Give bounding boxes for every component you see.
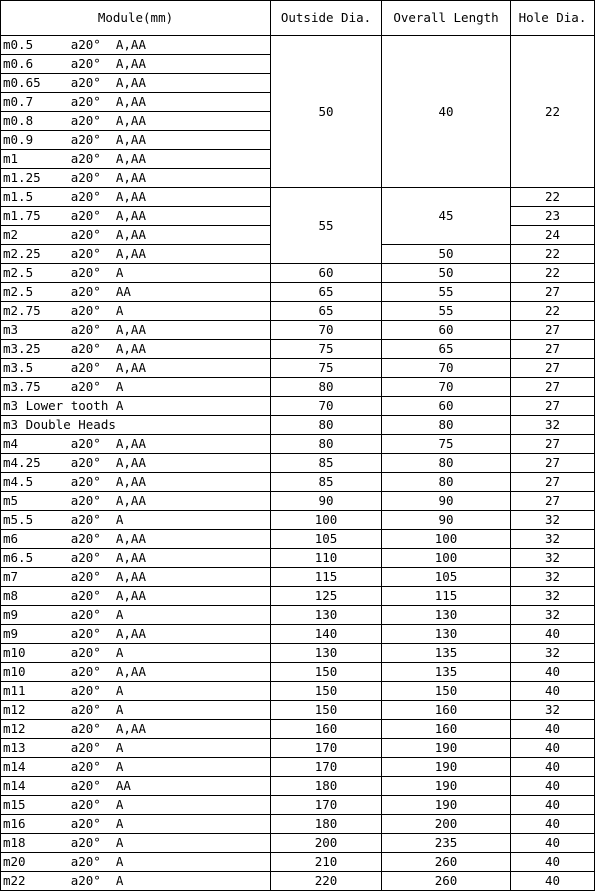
table-row — [1, 188, 595, 207]
outside-dia-cell: 160 — [271, 720, 382, 739]
overall-length-cell: 135 — [382, 663, 511, 682]
outside-dia-cell: 170 — [271, 796, 382, 815]
hole-dia-cell: 40 — [511, 682, 595, 701]
outside-dia-cell: 70 — [271, 397, 382, 416]
module-cell: m1.25 a20° A,AA — [1, 169, 271, 188]
table-row — [1, 644, 595, 663]
module-cell: m2.75 a20° A — [1, 302, 271, 321]
outside-dia-cell: 170 — [271, 739, 382, 758]
module-cell: m9 a20° A,AA — [1, 625, 271, 644]
hole-dia-cell: 32 — [511, 549, 595, 568]
table-row — [1, 739, 595, 758]
overall-length-cell: 70 — [382, 359, 511, 378]
table-row — [1, 549, 595, 568]
module-cell: m0.7 a20° A,AA — [1, 93, 271, 112]
overall-length-cell: 135 — [382, 644, 511, 663]
outside-dia-cell: 80 — [271, 416, 382, 435]
hole-dia-cell: 32 — [511, 587, 595, 606]
module-cell: m4.5 a20° A,AA — [1, 473, 271, 492]
hole-dia-cell: 32 — [511, 511, 595, 530]
overall-length-cell: 75 — [382, 435, 511, 454]
table-row — [1, 454, 595, 473]
overall-length-cell: 80 — [382, 416, 511, 435]
hole-dia-cell: 32 — [511, 644, 595, 663]
module-cell: m0.8 a20° A,AA — [1, 112, 271, 131]
table-row — [1, 587, 595, 606]
module-cell: m14 a20° AA — [1, 777, 271, 796]
outside-dia-cell: 60 — [271, 264, 382, 283]
table-row — [1, 720, 595, 739]
table-row — [1, 777, 595, 796]
outside-dia-cell: 85 — [271, 454, 382, 473]
module-cell: m12 a20° A,AA — [1, 720, 271, 739]
table-row — [1, 359, 595, 378]
outside-dia-cell: 125 — [271, 587, 382, 606]
module-cell: m3 Lower tooth A — [1, 397, 271, 416]
hole-dia-cell: 24 — [511, 226, 595, 245]
table-row — [1, 568, 595, 587]
module-cell: m18 a20° A — [1, 834, 271, 853]
table-row — [1, 36, 595, 55]
hole-dia-cell: 22 — [511, 245, 595, 264]
hole-dia-cell: 40 — [511, 815, 595, 834]
hole-dia-cell: 27 — [511, 492, 595, 511]
module-cell: m15 a20° A — [1, 796, 271, 815]
module-cell: m4.25 a20° A,AA — [1, 454, 271, 473]
module-cell: m2.5 a20° A — [1, 264, 271, 283]
overall-length-cell: 200 — [382, 815, 511, 834]
outside-dia-cell: 50 — [271, 36, 382, 188]
outside-dia-cell: 210 — [271, 853, 382, 872]
table-row — [1, 853, 595, 872]
hole-dia-cell: 22 — [511, 36, 595, 188]
table-row — [1, 511, 595, 530]
outside-dia-cell: 105 — [271, 530, 382, 549]
table-row — [1, 321, 595, 340]
overall-length-cell: 130 — [382, 625, 511, 644]
hole-dia-cell: 22 — [511, 302, 595, 321]
module-cell: m7 a20° A,AA — [1, 568, 271, 587]
hole-dia-cell: 40 — [511, 777, 595, 796]
overall-length-cell: 260 — [382, 872, 511, 891]
hole-dia-cell: 40 — [511, 625, 595, 644]
overall-length-cell: 40 — [382, 36, 511, 188]
table-row — [1, 796, 595, 815]
outside-dia-cell: 55 — [271, 188, 382, 264]
overall-length-cell: 100 — [382, 549, 511, 568]
overall-length-cell: 105 — [382, 568, 511, 587]
overall-length-cell: 90 — [382, 511, 511, 530]
module-cell: m10 a20° A — [1, 644, 271, 663]
table-row — [1, 473, 595, 492]
table-row — [1, 701, 595, 720]
header-module: Module(mm) — [1, 1, 271, 36]
header-outside-dia: Outside Dia. — [271, 1, 382, 36]
outside-dia-cell: 200 — [271, 834, 382, 853]
module-cell: m0.5 a20° A,AA — [1, 36, 271, 55]
hole-dia-cell: 40 — [511, 796, 595, 815]
outside-dia-cell: 150 — [271, 701, 382, 720]
module-cell: m3.75 a20° A — [1, 378, 271, 397]
outside-dia-cell: 90 — [271, 492, 382, 511]
hole-dia-cell: 22 — [511, 264, 595, 283]
overall-length-cell: 65 — [382, 340, 511, 359]
hole-dia-cell: 27 — [511, 454, 595, 473]
overall-length-cell: 260 — [382, 853, 511, 872]
module-cell: m0.9 a20° A,AA — [1, 131, 271, 150]
module-cell: m1.75 a20° A,AA — [1, 207, 271, 226]
overall-length-cell: 60 — [382, 321, 511, 340]
module-cell: m0.6 a20° A,AA — [1, 55, 271, 74]
overall-length-cell: 90 — [382, 492, 511, 511]
overall-length-cell: 45 — [382, 188, 511, 245]
hole-dia-cell: 27 — [511, 321, 595, 340]
outside-dia-cell: 150 — [271, 682, 382, 701]
table-row — [1, 435, 595, 454]
overall-length-cell: 190 — [382, 777, 511, 796]
outside-dia-cell: 130 — [271, 606, 382, 625]
table-row — [1, 492, 595, 511]
overall-length-cell: 70 — [382, 378, 511, 397]
table-row — [1, 283, 595, 302]
overall-length-cell: 160 — [382, 720, 511, 739]
hole-dia-cell: 27 — [511, 435, 595, 454]
hole-dia-cell: 40 — [511, 720, 595, 739]
hole-dia-cell: 40 — [511, 758, 595, 777]
hole-dia-cell: 32 — [511, 606, 595, 625]
overall-length-cell: 190 — [382, 739, 511, 758]
module-cell: m3 a20° A,AA — [1, 321, 271, 340]
table-row — [1, 663, 595, 682]
module-cell: m3.5 a20° A,AA — [1, 359, 271, 378]
module-cell: m4 a20° A,AA — [1, 435, 271, 454]
overall-length-cell: 115 — [382, 587, 511, 606]
hole-dia-cell: 32 — [511, 530, 595, 549]
overall-length-cell: 50 — [382, 245, 511, 264]
outside-dia-cell: 115 — [271, 568, 382, 587]
outside-dia-cell: 180 — [271, 777, 382, 796]
table-row — [1, 416, 595, 435]
hole-dia-cell: 32 — [511, 416, 595, 435]
overall-length-cell: 80 — [382, 473, 511, 492]
outside-dia-cell: 85 — [271, 473, 382, 492]
overall-length-cell: 55 — [382, 283, 511, 302]
overall-length-cell: 130 — [382, 606, 511, 625]
outside-dia-cell: 130 — [271, 644, 382, 663]
hole-dia-cell: 40 — [511, 872, 595, 891]
hole-dia-cell: 32 — [511, 568, 595, 587]
hole-dia-cell: 40 — [511, 663, 595, 682]
outside-dia-cell: 180 — [271, 815, 382, 834]
module-cell: m20 a20° A — [1, 853, 271, 872]
table-row — [1, 625, 595, 644]
header-overall-length: Overall Length — [382, 1, 511, 36]
hole-dia-cell: 40 — [511, 739, 595, 758]
table-row — [1, 302, 595, 321]
module-cell: m6 a20° A,AA — [1, 530, 271, 549]
table-row — [1, 758, 595, 777]
module-cell: m10 a20° A,AA — [1, 663, 271, 682]
module-cell: m14 a20° A — [1, 758, 271, 777]
hole-dia-cell: 27 — [511, 283, 595, 302]
overall-length-cell: 50 — [382, 264, 511, 283]
table-row — [1, 530, 595, 549]
table-row — [1, 264, 595, 283]
outside-dia-cell: 80 — [271, 435, 382, 454]
module-cell: m13 a20° A — [1, 739, 271, 758]
module-cell: m8 a20° A,AA — [1, 587, 271, 606]
hole-dia-cell: 32 — [511, 701, 595, 720]
table-row — [1, 378, 595, 397]
module-cell: m0.65 a20° A,AA — [1, 74, 271, 93]
module-cell: m5 a20° A,AA — [1, 492, 271, 511]
module-cell: m1 a20° A,AA — [1, 150, 271, 169]
module-cell: m12 a20° A — [1, 701, 271, 720]
table-row — [1, 606, 595, 625]
module-cell: m22 a20° A — [1, 872, 271, 891]
overall-length-cell: 190 — [382, 796, 511, 815]
outside-dia-cell: 140 — [271, 625, 382, 644]
table-row — [1, 815, 595, 834]
overall-length-cell: 235 — [382, 834, 511, 853]
overall-length-cell: 80 — [382, 454, 511, 473]
outside-dia-cell: 65 — [271, 302, 382, 321]
table-row — [1, 397, 595, 416]
overall-length-cell: 55 — [382, 302, 511, 321]
module-cell: m2.5 a20° AA — [1, 283, 271, 302]
hole-dia-cell: 27 — [511, 359, 595, 378]
overall-length-cell: 60 — [382, 397, 511, 416]
overall-length-cell: 150 — [382, 682, 511, 701]
hole-dia-cell: 27 — [511, 340, 595, 359]
overall-length-cell: 100 — [382, 530, 511, 549]
module-cell: m2 a20° A,AA — [1, 226, 271, 245]
outside-dia-cell: 220 — [271, 872, 382, 891]
table-row — [1, 872, 595, 891]
outside-dia-cell: 80 — [271, 378, 382, 397]
module-cell: m9 a20° A — [1, 606, 271, 625]
outside-dia-cell: 75 — [271, 359, 382, 378]
module-cell: m16 a20° A — [1, 815, 271, 834]
overall-length-cell: 190 — [382, 758, 511, 777]
table-row — [1, 682, 595, 701]
outside-dia-cell: 65 — [271, 283, 382, 302]
outside-dia-cell: 150 — [271, 663, 382, 682]
module-cell: m3 Double Heads — [1, 416, 271, 435]
table-row — [1, 834, 595, 853]
module-cell: m1.5 a20° A,AA — [1, 188, 271, 207]
hole-dia-cell: 40 — [511, 853, 595, 872]
header-row — [1, 1, 595, 36]
hole-dia-cell: 22 — [511, 188, 595, 207]
outside-dia-cell: 75 — [271, 340, 382, 359]
hole-dia-cell: 27 — [511, 473, 595, 492]
module-cell: m3.25 a20° A,AA — [1, 340, 271, 359]
outside-dia-cell: 70 — [271, 321, 382, 340]
hole-dia-cell: 40 — [511, 834, 595, 853]
hole-dia-cell: 27 — [511, 397, 595, 416]
hole-dia-cell: 27 — [511, 378, 595, 397]
module-cell: m6.5 a20° A,AA — [1, 549, 271, 568]
header-hole-dia: Hole Dia. — [511, 1, 595, 36]
module-cell: m2.25 a20° A,AA — [1, 245, 271, 264]
outside-dia-cell: 110 — [271, 549, 382, 568]
outside-dia-cell: 170 — [271, 758, 382, 777]
overall-length-cell: 160 — [382, 701, 511, 720]
table-row — [1, 340, 595, 359]
hole-dia-cell: 23 — [511, 207, 595, 226]
outside-dia-cell: 100 — [271, 511, 382, 530]
module-cell: m11 a20° A — [1, 682, 271, 701]
module-cell: m5.5 a20° A — [1, 511, 271, 530]
